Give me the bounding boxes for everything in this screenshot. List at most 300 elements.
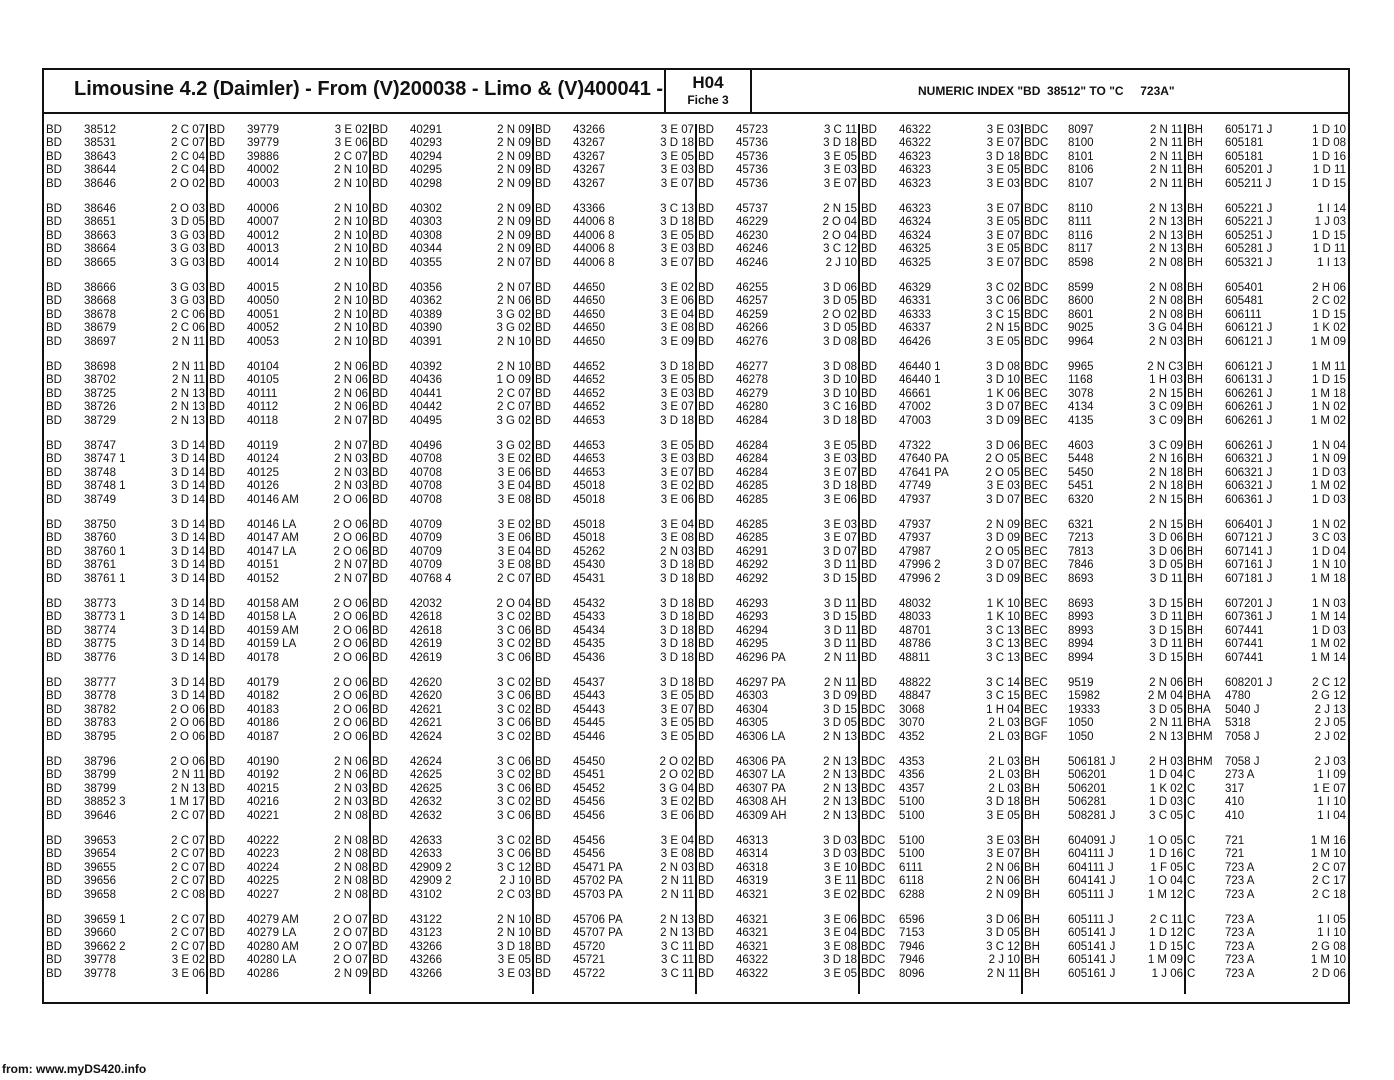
index-row bbox=[533, 440, 696, 453]
index-row bbox=[207, 690, 370, 703]
part-prefix: BD bbox=[698, 927, 714, 940]
part-number: 38750 bbox=[84, 519, 116, 531]
index-row bbox=[1185, 914, 1348, 927]
index-row bbox=[696, 652, 859, 665]
index-row bbox=[1185, 257, 1348, 270]
index-row bbox=[370, 835, 533, 848]
part-number: 43122 bbox=[410, 914, 442, 926]
index-row bbox=[1022, 309, 1185, 322]
part-prefix: BD bbox=[861, 493, 877, 506]
part-number: 46308 AH bbox=[736, 796, 787, 809]
fiche-reference: 3 D 11 bbox=[823, 624, 857, 637]
fiche-reference: 2 N 07 bbox=[497, 282, 531, 294]
part-number: 40012 bbox=[247, 229, 279, 242]
part-prefix: BD bbox=[535, 493, 551, 506]
fiche-reference: 1 N 02 bbox=[1312, 401, 1346, 414]
part-prefix: BH bbox=[1187, 216, 1203, 229]
index-row bbox=[859, 796, 1022, 809]
index-row bbox=[696, 336, 859, 349]
fiche-reference: 1 D 04 bbox=[1149, 769, 1183, 782]
part-number: 605161 J bbox=[1068, 967, 1116, 980]
part-number: 40344 bbox=[410, 243, 442, 256]
part-prefix: BD bbox=[372, 769, 388, 782]
index-row bbox=[533, 756, 696, 769]
fiche-reference: 3 D 11 bbox=[1149, 638, 1183, 651]
part-prefix: BEC bbox=[1024, 519, 1048, 531]
part-prefix: BD bbox=[46, 493, 62, 506]
part-number: 607441 bbox=[1225, 624, 1264, 637]
index-column bbox=[859, 124, 1022, 994]
fiche-reference: 3 D 18 bbox=[660, 361, 694, 373]
fiche-reference: 1 M 18 bbox=[1310, 387, 1346, 400]
fiche-reference: 3 E 07 bbox=[660, 703, 694, 716]
part-number: 46305 bbox=[736, 717, 768, 730]
part-prefix: BEC bbox=[1024, 624, 1048, 637]
part-number: 723 A bbox=[1225, 940, 1255, 953]
index-row bbox=[696, 875, 859, 888]
part-number: 1168 bbox=[1068, 374, 1093, 387]
index-row bbox=[696, 178, 859, 191]
part-prefix: BEC bbox=[1024, 572, 1048, 585]
index-row bbox=[1022, 731, 1185, 744]
part-number: 5040 J bbox=[1225, 703, 1260, 716]
part-prefix: BDC bbox=[1024, 203, 1049, 215]
part-prefix: BD bbox=[698, 559, 714, 572]
part-prefix: BD bbox=[535, 203, 551, 215]
index-row bbox=[533, 309, 696, 322]
index-row bbox=[696, 532, 859, 545]
fiche-reference: 2 C 07 bbox=[334, 150, 368, 163]
part-number: 45431 bbox=[573, 572, 605, 585]
fiche-reference: 3 E 03 bbox=[823, 519, 857, 531]
fiche-reference: 3 D 11 bbox=[1149, 611, 1183, 624]
fiche-reference: 1 M 14 bbox=[1310, 651, 1346, 664]
fiche-reference: 3 C 02 bbox=[497, 835, 531, 847]
fiche-reference: 3 C 09 bbox=[1149, 414, 1183, 427]
index-row bbox=[370, 137, 533, 150]
part-prefix: BH bbox=[1187, 493, 1203, 506]
index-row bbox=[44, 243, 207, 256]
index-row bbox=[1185, 611, 1348, 624]
part-number: 46323 bbox=[899, 177, 931, 190]
fiche-reference: 3 G 02 bbox=[496, 308, 531, 321]
part-prefix: BD bbox=[861, 361, 877, 373]
part-number: 605171 J bbox=[1225, 124, 1273, 136]
part-number: 46307 PA bbox=[736, 782, 786, 795]
part-prefix: BD bbox=[698, 308, 714, 321]
index-row bbox=[370, 968, 533, 981]
part-prefix: BD bbox=[698, 703, 714, 716]
part-prefix: BD bbox=[372, 835, 388, 847]
part-prefix: BD bbox=[209, 756, 225, 768]
fiche-reference: 2 N 09 bbox=[497, 137, 531, 150]
part-prefix: BGF bbox=[1024, 730, 1048, 743]
index-row bbox=[859, 519, 1022, 532]
index-row bbox=[370, 769, 533, 782]
part-prefix: BH bbox=[1024, 861, 1040, 874]
part-prefix: BD bbox=[46, 177, 62, 190]
part-prefix: BH bbox=[1024, 927, 1040, 940]
index-row bbox=[859, 638, 1022, 651]
part-number: 42619 bbox=[410, 651, 442, 664]
part-prefix: BD bbox=[372, 216, 388, 229]
part-prefix: BD bbox=[535, 940, 551, 953]
fiche-reference: 2 N 08 bbox=[1149, 256, 1183, 269]
fiche-reference: 1 M 10 bbox=[1310, 848, 1346, 861]
part-prefix: BD bbox=[46, 782, 62, 795]
fiche-reference: 2 N 10 bbox=[334, 177, 368, 190]
index-row bbox=[207, 480, 370, 493]
part-prefix: BDC bbox=[1024, 282, 1049, 294]
fiche-reference: 3 D 06 bbox=[1149, 545, 1183, 558]
fiche-code-box bbox=[664, 70, 752, 112]
fiche-reference: 2 N 09 bbox=[497, 150, 531, 163]
part-prefix: BD bbox=[372, 229, 388, 242]
part-number: 42625 bbox=[410, 769, 442, 782]
fiche-reference: 3 D 18 bbox=[660, 559, 694, 572]
part-number: 42909 2 bbox=[410, 875, 452, 888]
fiche-reference: 3 D 05 bbox=[823, 717, 857, 730]
fiche-reference: 3 E 03 bbox=[660, 453, 694, 466]
part-number: 46297 PA bbox=[736, 677, 786, 689]
index-row bbox=[44, 216, 207, 229]
index-row bbox=[1022, 573, 1185, 586]
fiche-reference: 2 O 06 bbox=[170, 703, 205, 716]
index-row bbox=[859, 309, 1022, 322]
index-row bbox=[1185, 137, 1348, 150]
part-prefix: BH bbox=[1187, 387, 1203, 400]
part-number: 40147 LA bbox=[247, 545, 297, 558]
part-prefix: BD bbox=[861, 124, 877, 136]
index-row bbox=[533, 573, 696, 586]
index-row bbox=[533, 415, 696, 428]
index-row bbox=[207, 374, 370, 387]
part-prefix: BD bbox=[372, 967, 388, 980]
fiche-reference: 2 N 06 bbox=[497, 295, 531, 308]
fiche-reference: 2 N 10 bbox=[334, 164, 368, 177]
fiche-reference: 3 C 13 bbox=[986, 624, 1020, 637]
index-row bbox=[207, 401, 370, 414]
part-number: 46324 bbox=[899, 229, 931, 242]
part-prefix: BD bbox=[861, 519, 877, 531]
index-row bbox=[1185, 862, 1348, 875]
index-row bbox=[370, 889, 533, 902]
part-number: 40708 bbox=[410, 466, 442, 479]
part-number: 46323 bbox=[899, 150, 931, 163]
parts-index-grid bbox=[44, 124, 1348, 1004]
index-row bbox=[370, 532, 533, 545]
index-row bbox=[696, 203, 859, 216]
index-row bbox=[696, 361, 859, 374]
part-number: 43266 bbox=[410, 954, 442, 967]
fiche-reference: 2 N 10 bbox=[334, 308, 368, 321]
part-prefix: BD bbox=[535, 677, 551, 689]
index-row bbox=[44, 756, 207, 769]
part-number: 3070 bbox=[899, 717, 925, 730]
part-prefix: BDC bbox=[861, 703, 886, 716]
part-number: 40709 bbox=[410, 559, 442, 572]
part-prefix: BD bbox=[698, 954, 714, 967]
part-number: 44650 bbox=[573, 335, 605, 348]
part-number: 38665 bbox=[84, 256, 116, 269]
index-row bbox=[44, 914, 207, 927]
part-prefix: BDC bbox=[1024, 322, 1049, 335]
part-prefix: BD bbox=[535, 335, 551, 348]
part-prefix: BD bbox=[209, 361, 225, 373]
part-number: 40708 bbox=[410, 493, 442, 506]
part-number: 608201 J bbox=[1225, 677, 1273, 689]
part-prefix: BD bbox=[698, 624, 714, 637]
index-row bbox=[533, 374, 696, 387]
part-number: 604141 J bbox=[1068, 875, 1116, 888]
fiche-reference: 3 E 03 bbox=[660, 243, 694, 256]
index-row bbox=[696, 769, 859, 782]
part-prefix: BD bbox=[698, 598, 714, 610]
part-number: 40280 AM bbox=[247, 940, 299, 953]
fiche-reference: 2 N 06 bbox=[986, 861, 1020, 874]
fiche-reference: 2 N 03 bbox=[334, 453, 368, 466]
part-prefix: BD bbox=[698, 532, 714, 545]
part-prefix: C bbox=[1187, 875, 1196, 888]
index-row bbox=[44, 598, 207, 611]
fiche-reference: 2 N 13 bbox=[823, 756, 857, 768]
part-prefix: BEC bbox=[1024, 532, 1048, 545]
part-number: 45703 PA bbox=[573, 888, 623, 901]
fiche-reference: 2 C 03 bbox=[497, 888, 531, 901]
fiche-reference: 2 O 07 bbox=[333, 940, 368, 953]
column-divider bbox=[695, 124, 697, 994]
part-prefix: BD bbox=[698, 940, 714, 953]
part-prefix: BD bbox=[535, 598, 551, 610]
part-number: 604111 J bbox=[1068, 861, 1114, 874]
fiche-reference: 3 D 11 bbox=[1149, 572, 1183, 585]
part-number: 723 A bbox=[1225, 875, 1255, 888]
fiche-reference: 2 O 05 bbox=[985, 466, 1020, 479]
index-row bbox=[370, 848, 533, 861]
index-row bbox=[696, 638, 859, 651]
index-column bbox=[696, 124, 859, 994]
index-row bbox=[859, 835, 1022, 848]
part-number: 5100 bbox=[899, 809, 925, 822]
part-prefix: BD bbox=[46, 137, 62, 150]
part-number: 45720 bbox=[573, 940, 605, 953]
part-number: 42032 bbox=[410, 598, 442, 610]
index-row bbox=[207, 954, 370, 967]
part-number: 4780 bbox=[1225, 690, 1251, 703]
index-row bbox=[1022, 257, 1185, 270]
index-row bbox=[370, 216, 533, 229]
fiche-reference: 1 I 05 bbox=[1317, 914, 1346, 926]
index-row bbox=[207, 769, 370, 782]
index-row bbox=[1185, 203, 1348, 216]
index-row bbox=[207, 453, 370, 466]
fiche-reference: 3 C 12 bbox=[497, 861, 531, 874]
part-prefix: BH bbox=[1187, 572, 1203, 585]
index-row bbox=[533, 388, 696, 401]
index-row bbox=[1022, 546, 1185, 559]
part-number: 38773 1 bbox=[84, 611, 126, 624]
part-prefix: BD bbox=[372, 519, 388, 531]
fiche-reference: 1 D 15 bbox=[1312, 229, 1346, 242]
fiche-reference: 1 D 16 bbox=[1149, 848, 1183, 861]
part-number: 605141 J bbox=[1068, 927, 1116, 940]
part-prefix: BD bbox=[698, 414, 714, 427]
part-number: 45723 bbox=[736, 124, 768, 136]
part-number: 42632 bbox=[410, 796, 442, 809]
part-number: 46285 bbox=[736, 532, 768, 545]
part-prefix: BD bbox=[698, 137, 714, 150]
fiche-reference: 3 E 02 bbox=[660, 480, 694, 493]
part-prefix: BD bbox=[698, 177, 714, 190]
index-row bbox=[207, 704, 370, 717]
index-column bbox=[533, 124, 696, 994]
fiche-reference: 3 E 07 bbox=[660, 124, 694, 136]
fiche-reference: 1 K 10 bbox=[986, 598, 1020, 610]
index-row bbox=[696, 704, 859, 717]
fiche-reference: 2 N 13 bbox=[171, 387, 205, 400]
part-number: 46255 bbox=[736, 282, 768, 294]
part-prefix: BD bbox=[861, 322, 877, 335]
index-row bbox=[533, 796, 696, 809]
part-number: 40003 bbox=[247, 177, 279, 190]
fiche-reference: 2 N 11 bbox=[1149, 150, 1183, 163]
part-prefix: BD bbox=[209, 229, 225, 242]
index-row bbox=[1022, 704, 1185, 717]
part-number: 48811 bbox=[899, 651, 931, 664]
index-row bbox=[1022, 336, 1185, 349]
part-prefix: BD bbox=[698, 466, 714, 479]
index-row bbox=[1185, 968, 1348, 981]
index-row bbox=[859, 756, 1022, 769]
fiche-reference: 2 N 10 bbox=[334, 243, 368, 256]
fiche-reference: 2 N 13 bbox=[823, 730, 857, 743]
fiche-reference: 3 E 03 bbox=[660, 164, 694, 177]
index-row bbox=[207, 361, 370, 374]
index-row bbox=[1185, 835, 1348, 848]
part-number: 45702 PA bbox=[573, 875, 623, 888]
part-prefix: BH bbox=[1024, 835, 1040, 847]
fiche-reference: 3 E 04 bbox=[497, 480, 531, 493]
part-number: 45443 bbox=[573, 703, 605, 716]
fiche-reference: 1 I 10 bbox=[1317, 796, 1346, 809]
fiche-reference: 3 D 11 bbox=[823, 559, 857, 572]
part-number: 6320 bbox=[1068, 493, 1094, 506]
fiche-reference: 2 O 04 bbox=[822, 216, 857, 229]
fiche-reference: 1 D 03 bbox=[1312, 466, 1346, 479]
fiche-reference: 3 E 07 bbox=[660, 401, 694, 414]
part-number: 8994 bbox=[1068, 651, 1094, 664]
fiche-reference: 2 L 03 bbox=[988, 717, 1020, 730]
index-column bbox=[44, 124, 207, 994]
index-row bbox=[207, 440, 370, 453]
fiche-reference: 2 O 06 bbox=[333, 493, 368, 506]
part-number: 40125 bbox=[247, 466, 279, 479]
index-row bbox=[859, 164, 1022, 177]
index-row bbox=[859, 717, 1022, 730]
part-prefix: BD bbox=[372, 401, 388, 414]
fiche-reference: 3 D 14 bbox=[171, 690, 205, 703]
fiche-reference: 3 E 04 bbox=[497, 545, 531, 558]
part-number: 46284 bbox=[736, 453, 768, 466]
part-prefix: BH bbox=[1187, 256, 1203, 269]
part-number: 40118 bbox=[247, 414, 279, 427]
index-row bbox=[44, 178, 207, 191]
fiche-reference: 3 E 03 bbox=[986, 480, 1020, 493]
fiche-reference: 2 N 13 bbox=[171, 414, 205, 427]
part-prefix: BD bbox=[209, 401, 225, 414]
part-number: 46284 bbox=[736, 414, 768, 427]
part-number: 46303 bbox=[736, 690, 768, 703]
part-prefix: BDC bbox=[1024, 216, 1049, 229]
index-row bbox=[207, 968, 370, 981]
fiche-reference: 3 D 05 bbox=[823, 322, 857, 335]
part-number: 605221 J bbox=[1225, 203, 1273, 215]
part-number: 40768 4 bbox=[410, 572, 452, 585]
part-number: 38726 bbox=[84, 401, 116, 414]
part-number: 40119 bbox=[247, 440, 279, 452]
fiche-reference: 2 N 06 bbox=[1149, 677, 1183, 689]
fiche-reference: 2 N 07 bbox=[497, 256, 531, 269]
part-number: 40495 bbox=[410, 414, 442, 427]
part-prefix: BDC bbox=[861, 769, 886, 782]
part-prefix: BD bbox=[535, 717, 551, 730]
index-row bbox=[859, 652, 1022, 665]
index-row bbox=[44, 322, 207, 335]
index-row bbox=[207, 889, 370, 902]
part-prefix: BD bbox=[46, 638, 62, 651]
fiche-reference: 3 C 06 bbox=[497, 690, 531, 703]
index-row bbox=[207, 322, 370, 335]
index-row bbox=[44, 453, 207, 466]
fiche-reference: 1 M 11 bbox=[1311, 361, 1346, 373]
part-number: 46284 bbox=[736, 466, 768, 479]
index-row bbox=[859, 769, 1022, 782]
part-prefix: BD bbox=[372, 875, 388, 888]
part-number: 46322 bbox=[736, 967, 768, 980]
part-number: 605181 bbox=[1225, 150, 1264, 163]
part-number: 9025 bbox=[1068, 322, 1094, 335]
part-number: 6288 bbox=[899, 888, 925, 901]
part-number: 8097 bbox=[1068, 124, 1094, 136]
part-prefix: BD bbox=[535, 888, 551, 901]
part-prefix: BD bbox=[209, 519, 225, 531]
part-number: 606361 J bbox=[1225, 493, 1273, 506]
index-row bbox=[696, 124, 859, 137]
part-number: 607441 bbox=[1225, 651, 1264, 664]
fiche-reference: 3 E 05 bbox=[497, 954, 531, 967]
part-number: 8106 bbox=[1068, 164, 1094, 177]
fiche-reference: 3 G 02 bbox=[496, 440, 531, 452]
part-prefix: BD bbox=[698, 164, 714, 177]
part-prefix: BD bbox=[372, 888, 388, 901]
part-prefix: BD bbox=[535, 809, 551, 822]
part-prefix: BD bbox=[372, 611, 388, 624]
part-number: 40362 bbox=[410, 295, 442, 308]
part-number: 46229 bbox=[736, 216, 768, 229]
index-row bbox=[1022, 480, 1185, 493]
part-prefix: BD bbox=[46, 164, 62, 177]
index-row bbox=[1022, 927, 1185, 940]
part-prefix: BD bbox=[209, 466, 225, 479]
part-prefix: BH bbox=[1024, 888, 1040, 901]
index-row bbox=[696, 914, 859, 927]
index-row bbox=[859, 401, 1022, 414]
fiche-reference: 1 D 15 bbox=[1149, 940, 1183, 953]
part-prefix: BH bbox=[1187, 611, 1203, 624]
index-row bbox=[696, 968, 859, 981]
part-prefix: BD bbox=[209, 559, 225, 572]
part-prefix: BDC bbox=[1024, 150, 1049, 163]
